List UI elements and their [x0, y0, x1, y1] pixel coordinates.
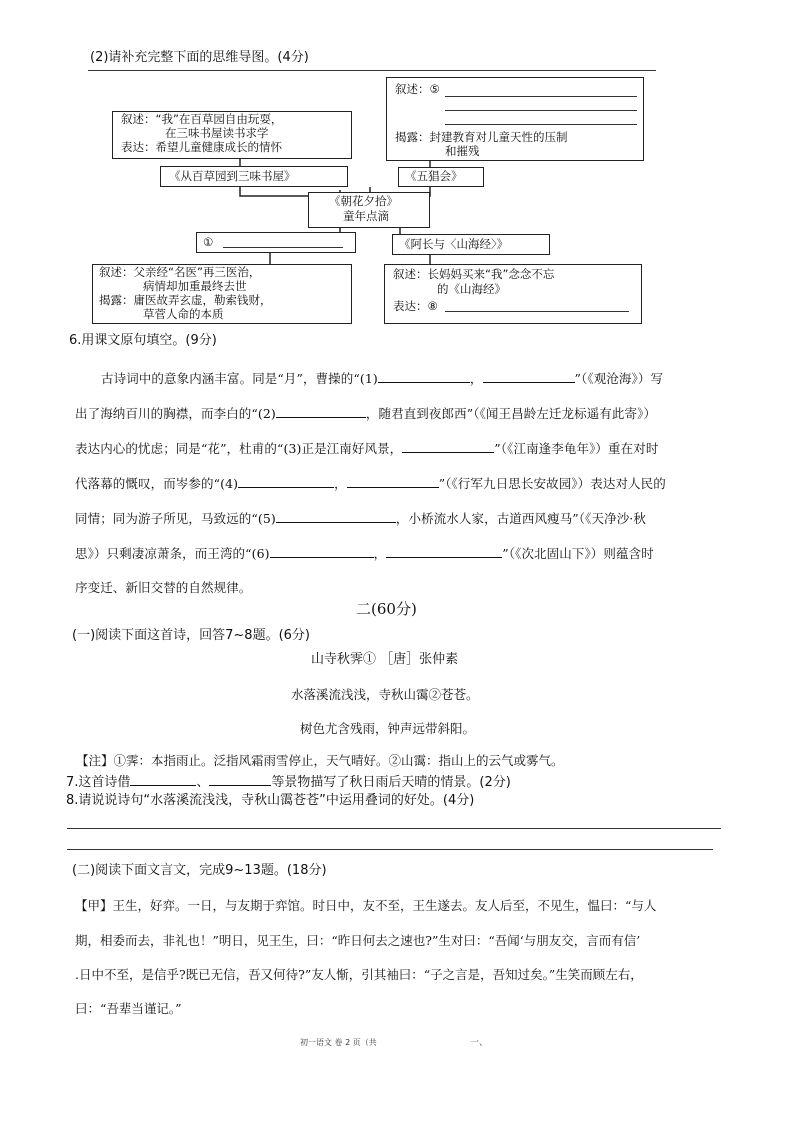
text: ， [469, 371, 483, 386]
box-text: 叙述：“我”在百草园自由玩耍， [121, 112, 283, 126]
node-label: 《从百草园到三味书屋》 [169, 169, 296, 183]
box-text: 和摧残 [445, 144, 480, 158]
text: ”（《江南逢李龟年》）重在对时 [494, 441, 659, 456]
part-1-heading: (一)阅读下面这首诗，回答7~8题。(6分) [72, 628, 310, 643]
text: ，随君直到夜郎西”（《闻王昌龄左迁龙标遥有此寄》） [365, 406, 657, 421]
page-footer-mark: 一、 [470, 1038, 489, 1048]
text: 7.这首诗借 [66, 775, 131, 790]
answer-line[interactable] [67, 849, 713, 850]
answer-line [445, 96, 637, 97]
node-label: 《阿长与〈山海经〉》 [399, 237, 509, 251]
text: 出了海纳百川的胸襟，而李白的“(2) [75, 406, 276, 421]
box-text: 的《山海经》 [437, 282, 506, 296]
center-subtitle: 童年点滴 [343, 209, 389, 223]
text: 、 [196, 775, 210, 790]
center-title: 《朝花夕拾》 [329, 194, 398, 208]
question-8: 8.请说说诗句“水落溪流浅浅，寺秋山霭苍苍”中运用叠词的好处。(4分) [66, 793, 475, 808]
fill-blank-q7b[interactable] [209, 771, 271, 786]
text: 表达内心的忧虑；同是“花”，杜甫的“(3)正是江南好风景， [75, 441, 403, 456]
fill-blank-5[interactable] [276, 508, 396, 523]
text: ”（《行军九日思长安故园》）表达对人民的 [438, 476, 666, 491]
mindmap-box-bottom-right [384, 264, 642, 324]
node-label: ① [203, 235, 214, 249]
text: ， [334, 476, 347, 491]
fill-blank-3[interactable] [402, 438, 494, 453]
question-5-2-heading: (2)请补充完整下面的思维导图。(4分) [90, 50, 309, 65]
answer-line [445, 311, 629, 312]
box-text: 叙述：父亲经“名医”再三医治， [99, 265, 261, 279]
mindmap-node-baicaoyuan [160, 166, 348, 187]
box-text: 在三味书屋读书求学 [165, 126, 269, 140]
text: 同情；同为游子所见，马致远的“(5) [75, 511, 276, 526]
box-text: 草菅人命的本质 [143, 307, 224, 321]
classical-text-line-2: 期，相委而去，非礼也！”明日，见王生，曰：“昨日何去之速也?”生对曰：“吾闻‘与朋友交，言而有信’ [75, 933, 641, 948]
box-text: 表达：希望儿童健康成长的情怀 [121, 140, 282, 154]
answer-line[interactable] [67, 828, 721, 829]
fill-blank-4a[interactable] [238, 473, 334, 488]
box-text: 叙述：⑤ [395, 82, 440, 96]
node-label: 《五猖会》 [405, 169, 463, 183]
box-text: 病情却加重最终去世 [143, 279, 247, 293]
mindmap-node-achang [392, 234, 550, 255]
answer-line [445, 110, 637, 111]
question-7 [66, 771, 511, 792]
mindmap-center-node [308, 192, 430, 228]
fill-blank-2[interactable] [276, 403, 366, 418]
text: 古诗词中的意象内涵丰富。同是“月”，曹操的“(1) [101, 371, 378, 386]
fill-blank-4b[interactable] [347, 473, 439, 488]
q6-line-1 [75, 368, 663, 387]
classical-text-line-4: 曰：“吾辈当谨记。” [75, 1001, 182, 1016]
poem-line-1: 水落溪流浅浅，寺秋山霭②苍苍。 [291, 687, 479, 702]
mindmap-box-top-right [386, 77, 644, 161]
q6-line-6 [75, 543, 654, 562]
q6-line-5 [75, 508, 646, 527]
box-text: 表达：⑧ [393, 299, 438, 313]
box-text: 揭露：封建教育对儿童天性的压制 [395, 130, 568, 144]
q6-line-7: 序变迁、新旧交替的自然规律。 [75, 580, 252, 595]
text: 等景物描写了秋日雨后天晴的情景。(2分) [271, 775, 511, 790]
page-footer: 初一语文 卷 2 页（共 [300, 1038, 377, 1047]
fill-blank-1b[interactable] [483, 368, 575, 383]
fill-blank-6b[interactable] [386, 543, 502, 558]
q6-line-3 [75, 438, 658, 457]
question-6-heading: 6.用课文原句填空。(9分) [69, 333, 217, 348]
q6-line-2 [75, 403, 656, 422]
section-title: 二(60分) [356, 600, 417, 618]
poem-note: 【注】①霁：本指雨止。泛指风霜雨雪停止，天气晴好。②山霭：指山上的云气或雾气。 [76, 753, 564, 768]
mindmap-node-blank [196, 232, 356, 253]
text: 思》）只剩凄凉萧条，而王湾的“(6) [75, 546, 270, 561]
answer-line [445, 124, 637, 125]
text: ”（《次北固山下》）则蕴含时 [502, 546, 654, 561]
mindmap-node-wuchanghui [398, 167, 484, 187]
text: ， [373, 546, 387, 561]
text: ，小桥流水人家，古道西风瘦马”（《天净沙·秋 [395, 511, 646, 526]
box-text: 叙述：长妈妈买来“我”念念不忘 [393, 267, 555, 281]
mindmap-box-bottom-left [92, 264, 352, 324]
box-text: 揭露：庸医故弄玄虚，勒索钱财， [99, 293, 272, 307]
text: ”（《观沧海》）写 [574, 371, 664, 386]
fill-blank-1a[interactable] [378, 368, 470, 383]
poem-title: 山寺秋霁① ［唐］张仲素 [311, 652, 459, 667]
classical-text-line-3: .日中不至，是信乎?既已无信，吾又何待?”友人惭，引其袖曰：“子之言是，吾知过矣。”生笑而顾左右， [75, 967, 643, 982]
mindmap-box-top-left [112, 111, 352, 159]
poem-line-2: 树色尤含残雨，钟声远带斜阳。 [300, 721, 476, 736]
fill-blank-q7a[interactable] [130, 771, 196, 786]
classical-text-line-1: 【甲】王生，好弈。一日，与友期于弈馆。时日中，友不至，王生遂去。友人后至，不见生，愠曰：“与人 [75, 898, 657, 913]
part-2-heading: (二)阅读下面文言文，完成9~13题。(18分) [72, 863, 327, 878]
fill-blank-6a[interactable] [270, 543, 374, 558]
q6-line-4 [75, 473, 666, 492]
text: 代落幕的慨叹，而岑参的“(4) [75, 476, 239, 491]
answer-line [223, 247, 343, 248]
